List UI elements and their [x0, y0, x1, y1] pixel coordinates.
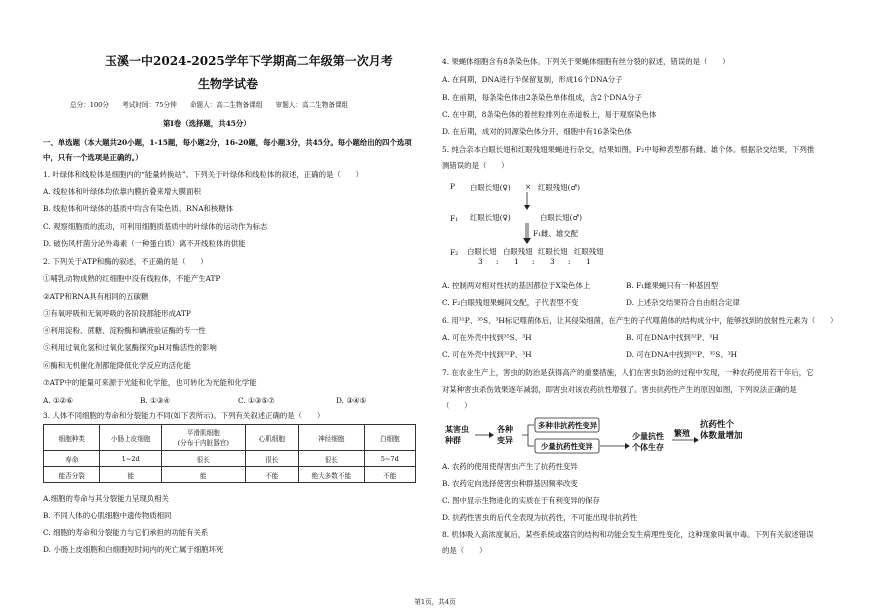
q3-stem: 3. 人体不同细胞的寿命和分裂能力不同(如下表所示)。下列有关叙述正确的是（ ） — [43, 411, 325, 420]
table-cell: 不能 — [364, 467, 415, 483]
flow-result-line: 体数量增加 — [700, 431, 743, 441]
q4-option-b: B. 在前期，每条染色体由2条染色单体组成，含2个DNA分子 — [442, 93, 642, 102]
instruction-line2: 中，只有一个选项是正确的。） — [43, 153, 143, 162]
exam-subject: 生物学试卷 — [198, 77, 259, 91]
cross-f2-type: 白眼残翅 — [503, 247, 533, 256]
flow-population — [445, 424, 469, 446]
q6-stem: 6. 用³²P、³⁵S、³H标记噬菌体后，让其侵染细菌，在产生的子代噬菌体的结构成分中，能够找到的放射性元素为（ ） — [442, 316, 838, 325]
q4-option-d: D. 在后期，成对的同源染色体分开，细胞中有16条染色体 — [442, 127, 632, 136]
table-header-line: (分布于内脏器官) — [177, 438, 229, 447]
q5-stem-line1: 5. 纯合亲本白眼长翅和红眼残翅果蝇进行杂交，结果如图。F₂中每种表型都有雌、雄个体。根据杂交结果，下列推 — [442, 145, 815, 154]
table-cell: 能否分裂 — [44, 467, 100, 483]
table-header-cell: 心肌细胞 — [245, 425, 298, 451]
q6-option-b: B. 可在DNA中找到³²P、³H — [626, 333, 719, 342]
table-cell: 5~7d — [364, 451, 415, 467]
flow-survive — [632, 431, 664, 453]
table-header-cell: 白细胞 — [364, 425, 415, 451]
q6-option-c: C. 可在外壳中找到³²P、³H — [442, 350, 532, 359]
flow-variation-1: 多种非抗药性变异 — [538, 421, 598, 430]
q2-option-a: A. ①②⑥ — [43, 396, 73, 405]
q2-item: ⑥酶和无机催化剂都能降低化学反应的活化能 — [43, 361, 191, 370]
q1-option-a: A. 线粒体和叶绿体均依靠内膜折叠来增大膜面积 — [43, 187, 201, 196]
q1-option-b: B. 线粒体和叶绿体的基质中均含有染色质、RNA和核糖体 — [43, 204, 234, 213]
cross-f2-type: 红眼残翅 — [574, 247, 604, 256]
q7-option-a: A. 农药的使用使得害虫产生了抗药性变异 — [442, 462, 578, 471]
q2-item: ②ATP和RNA具有相同的五碳糖 — [43, 292, 149, 301]
cross-ratio: : — [496, 257, 499, 266]
flow-breed: 繁殖 — [674, 428, 690, 438]
cross-f1-right: 白眼长翅(♂) — [540, 213, 582, 222]
flow-result — [700, 420, 743, 442]
q2-item: ①哺乳动物成熟的红细胞中没有线粒体，不能产生ATP — [43, 274, 221, 283]
table-cell: 能 — [100, 467, 161, 483]
q1-stem: 1. 叶绿体和线粒体是细胞内的“能量转换站”。下列关于叶绿体和线粒体的叙述，正确的是（ ） — [43, 170, 363, 179]
flow-variation-line: 各种 — [497, 424, 513, 434]
q4-stem: 4. 果蝇体细胞含有8条染色体。下列关于果蝇体细胞有丝分裂的叙述，错误的是（ ） — [442, 57, 730, 66]
table-cell: 很长 — [299, 451, 365, 467]
q2-item: ⑦ATP中的能量可来源于光能和化学能，也可转化为光能和化学能 — [43, 378, 257, 387]
q6-option-d: D. 可在DNA中找到³²P、³⁵S、³H — [626, 350, 738, 359]
exam-info: 总分：100分 考试时间：75分钟 命题人：高二生物备课组 审题人：高二生物备课组 — [70, 101, 349, 109]
q4-option-a: A. 在间期，DNA进行半保留复制，形成16个DNA分子 — [442, 75, 623, 84]
cross-f2-type: 红眼长翅 — [538, 247, 568, 256]
flow-survive-line: 少量抗性 — [632, 431, 664, 441]
q7-option-d: D. 抗药性害虫的后代全表现为抗药性，不可能出现非抗药性 — [442, 513, 638, 522]
q5-option-a: A. 控制两对相对性状的基因都位于X染色体上 — [442, 281, 591, 290]
table-header-cell: 神经细胞 — [299, 425, 365, 451]
q7-option-b: B. 农药定向选择使害虫种群基因频率改变 — [442, 479, 578, 488]
table-cell: 绝大多数不能 — [299, 467, 365, 483]
page-footer: 第1页，共4页 — [414, 598, 456, 606]
q3-option-b: B. 不同人体的心肌细胞中遗传物质相同 — [43, 511, 172, 520]
q6-option-a: A. 可在外壳中找到³⁵S、³H — [442, 333, 532, 342]
q7-option-c: C. 图中显示生物进化的实质在于有利变异的保存 — [442, 496, 600, 505]
q2-item: ⑤利用过氧化氢和过氧化氢酶探究pH对酶活性的影响 — [43, 343, 217, 352]
q3-option-d: D. 小肠上皮细胞和白细胞短时间内的死亡属于细胞坏死 — [43, 545, 224, 554]
instruction-line1: 一、单选题（本大题共20小题，1-15题，每小题2分，16-20题，每小题3分，共45分。每小题给出的四个选项 — [43, 138, 412, 147]
table-header-cell: 细胞种类 — [44, 425, 100, 451]
q2-item: ③有氧呼吸和无氧呼吸的各阶段都能形成ATP — [43, 309, 191, 318]
flow-variation — [497, 424, 513, 446]
table-header-cell: 小肠上皮细胞 — [100, 425, 161, 451]
q8-stem-line2: 的是（ ） — [442, 546, 487, 555]
flow-variation-line: 变异 — [497, 435, 513, 445]
cross-ratio: 3 — [478, 257, 483, 266]
flow-population-line: 种群 — [445, 435, 461, 445]
q5-option-b: B. F₁雌果蝇只有一种基因型 — [626, 281, 719, 290]
q7-stem-line2: 对某种害虫杀伤效果逐年减弱，即害虫对该农药抗性增强了。害虫抗药性产生的原因如图，下列说法正确的是 — [442, 385, 797, 394]
q1-option-d: D. 破伤风杆菌分泌外毒素（一种蛋白质）离不开线粒体的供能 — [43, 239, 246, 248]
flow-result-line: 抗药性个 — [700, 420, 735, 430]
q5-option-c: C. F₂白眼残翅果蝇间交配，子代表型不变 — [442, 298, 579, 307]
q5-option-d: D. 上述杂交结果符合自由组合定律 — [626, 298, 740, 307]
q7-stem-line1: 7. 在农业生产上，害虫的防治是获得高产的重要措施，人们在害虫防治的过程中发现，一种农药使用若干年后，它 — [442, 368, 814, 377]
table-cell: 寿命 — [44, 451, 100, 467]
cross-ratio: 3 — [550, 257, 555, 266]
q2-option-d: D. ③④⑤ — [336, 396, 367, 405]
cross-times: × — [525, 182, 532, 191]
q3-option-a: A.细胞的寿命与其分裂能力呈现负相关 — [43, 494, 169, 503]
cross-ratio: : — [568, 257, 571, 266]
table-cell: 不能 — [245, 467, 298, 483]
q8-stem: 8. 机体吸入高浓度氧后，某些系统或器官的结构和功能会发生病理性变化，这种现象叫氧中毒。下列有关叙述错误 — [442, 530, 814, 539]
q2-option-b: B. ①③④ — [140, 396, 171, 405]
cross-f2-type: 白眼长翅 — [467, 247, 497, 256]
q4-option-c: C. 在中期，8条染色体的着丝粒排列在赤道板上，易于观察染色体 — [442, 110, 657, 119]
table-header-line: 平滑肌细胞 — [186, 428, 220, 437]
q2-option-c: C. ①③⑤⑦ — [238, 396, 275, 405]
q1-option-c: C. 观察细胞质的流动，可利用细胞质基质中的叶绿体的运动作为标志 — [43, 222, 268, 231]
flow-variation-2: 少量抗药性变异 — [541, 442, 593, 451]
exam-title: 玉溪一中2024-2025学年下学期高二年级第一次月考 — [105, 54, 393, 68]
flow-survive-line: 个体生存 — [632, 442, 664, 452]
cross-f2-label: F₂ — [450, 248, 459, 257]
part1-heading: 第Ⅰ卷（选择题，共45分） — [163, 119, 251, 128]
cross-f1-label: F₁ — [450, 214, 459, 223]
cross-p-female: 白眼长翅(♀) — [470, 183, 511, 192]
cross-ratio: 1 — [586, 257, 591, 266]
q7-stem-line3: （ ） — [442, 401, 472, 410]
table-cell: 很长 — [245, 451, 298, 467]
cross-p-label: P — [450, 182, 455, 191]
flow-population-line: 某害虫 — [445, 424, 469, 434]
q3-option-c: C. 细胞的寿命和分裂能力与它们承担的功能有关系 — [43, 528, 209, 537]
cross-ratio: : — [532, 257, 535, 266]
q2-stem: 2. 下列关于ATP和酶的叙述，不正确的是（ ） — [43, 257, 208, 266]
q2-item: ④利用淀粉、蔗糖、淀粉酶和碘液验证酶的专一性 — [43, 326, 206, 335]
table-cell: 很长 — [161, 451, 245, 467]
cross-f1-left: 红眼长翅(♀) — [470, 213, 511, 222]
cross-p-male: 红眼残翅(♂) — [538, 183, 580, 192]
table-cell: 能 — [161, 467, 245, 483]
cross-f1-note: F₁雌、雄交配 — [533, 229, 579, 238]
table-cell: 1~2d — [100, 451, 161, 467]
cross-ratio: 1 — [514, 257, 519, 266]
q5-stem-line2: 测错误的是（ ） — [442, 161, 509, 170]
